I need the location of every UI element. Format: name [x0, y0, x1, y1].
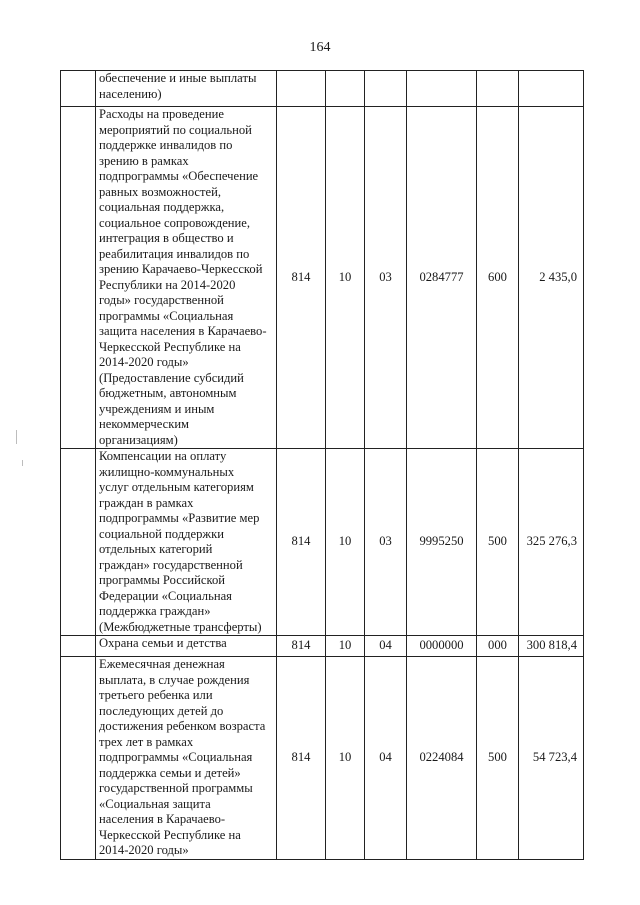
- ministry-code-cell: 814: [277, 657, 326, 860]
- table-row: [61, 657, 584, 860]
- expense-name-cell: Охрана семьи и детства: [96, 636, 277, 657]
- expense-type-cell: [477, 71, 519, 107]
- ministry-code-cell: 814: [277, 449, 326, 636]
- ministry-code-cell: [277, 71, 326, 107]
- target-article-cell: 0284777: [407, 107, 477, 449]
- subsection-code-cell: 03: [365, 449, 407, 636]
- row-number-cell: [61, 636, 96, 657]
- subsection-code-cell: 04: [365, 636, 407, 657]
- ministry-code-cell: 814: [277, 107, 326, 449]
- expense-type-cell: 500: [477, 449, 519, 636]
- expense-name-cell: Компенсации на оплату жилищно-коммунальных услуг отдельным категориям граждан в рамках подпрограммы «Развитие мер социальной поддержки отдельных категорий граждан» государственной программы Российской Федерации «Социальная поддержка граждан» (Межбюджетные трансферты): [96, 449, 277, 636]
- expense-name-cell: Ежемесячная денежная выплата, в случае рождения третьего ребенка или последующих детей до достижения ребенком возраста трех лет в рамках подпрограммы «Социальная поддержка семьи и детей» государственной программы «Социальная защита населения в Карачаево- Черкесской Республике на 2014-2020 годы»: [96, 657, 277, 860]
- expense-name-cell: обеспечение и иные выплаты населению): [96, 71, 277, 107]
- amount-cell: 300 818,4: [519, 636, 584, 657]
- amount-cell: 325 276,3: [519, 449, 584, 636]
- amount-cell: [519, 71, 584, 107]
- section-code-cell: 10: [326, 449, 365, 636]
- table-row: [61, 71, 584, 107]
- scan-artifact: [22, 460, 23, 466]
- section-code-cell: 10: [326, 657, 365, 860]
- expense-type-cell: 500: [477, 657, 519, 860]
- expense-name-cell: Расходы на проведение мероприятий по социальной поддержке инвалидов по зрению в рамках подпрограммы «Обеспечение равных возможностей, социальная поддержка, социальное сопровождение, интеграция в общество и реабилитация инвалидов по зрению Карачаево-Черкесской Республики на 2014-2020 годы» государственной программы «Социальная защита населения в Карачаево- Черкесской Республике на 2014-2020 годы» (Предоставление субсидий бюджетным, автономным учреждениям и иным некоммерческим организациям): [96, 107, 277, 449]
- expense-type-cell: 600: [477, 107, 519, 449]
- section-code-cell: [326, 71, 365, 107]
- row-number-cell: [61, 449, 96, 636]
- section-code-cell: 10: [326, 107, 365, 449]
- target-article-cell: 9995250: [407, 449, 477, 636]
- subsection-code-cell: 03: [365, 107, 407, 449]
- subsection-code-cell: 04: [365, 657, 407, 860]
- row-number-cell: [61, 107, 96, 449]
- table-row: [61, 449, 584, 636]
- table-row: [61, 636, 584, 657]
- subsection-code-cell: [365, 71, 407, 107]
- ministry-code-cell: 814: [277, 636, 326, 657]
- amount-cell: 54 723,4: [519, 657, 584, 860]
- section-code-cell: 10: [326, 636, 365, 657]
- expense-type-cell: 000: [477, 636, 519, 657]
- row-number-cell: [61, 71, 96, 107]
- amount-cell: 2 435,0: [519, 107, 584, 449]
- target-article-cell: [407, 71, 477, 107]
- target-article-cell: 0224084: [407, 657, 477, 860]
- table-row: [61, 107, 584, 449]
- budget-table: [60, 70, 584, 860]
- page-number: 164: [309, 40, 331, 55]
- scan-artifact: [16, 430, 17, 444]
- target-article-cell: 0000000: [407, 636, 477, 657]
- row-number-cell: [61, 657, 96, 860]
